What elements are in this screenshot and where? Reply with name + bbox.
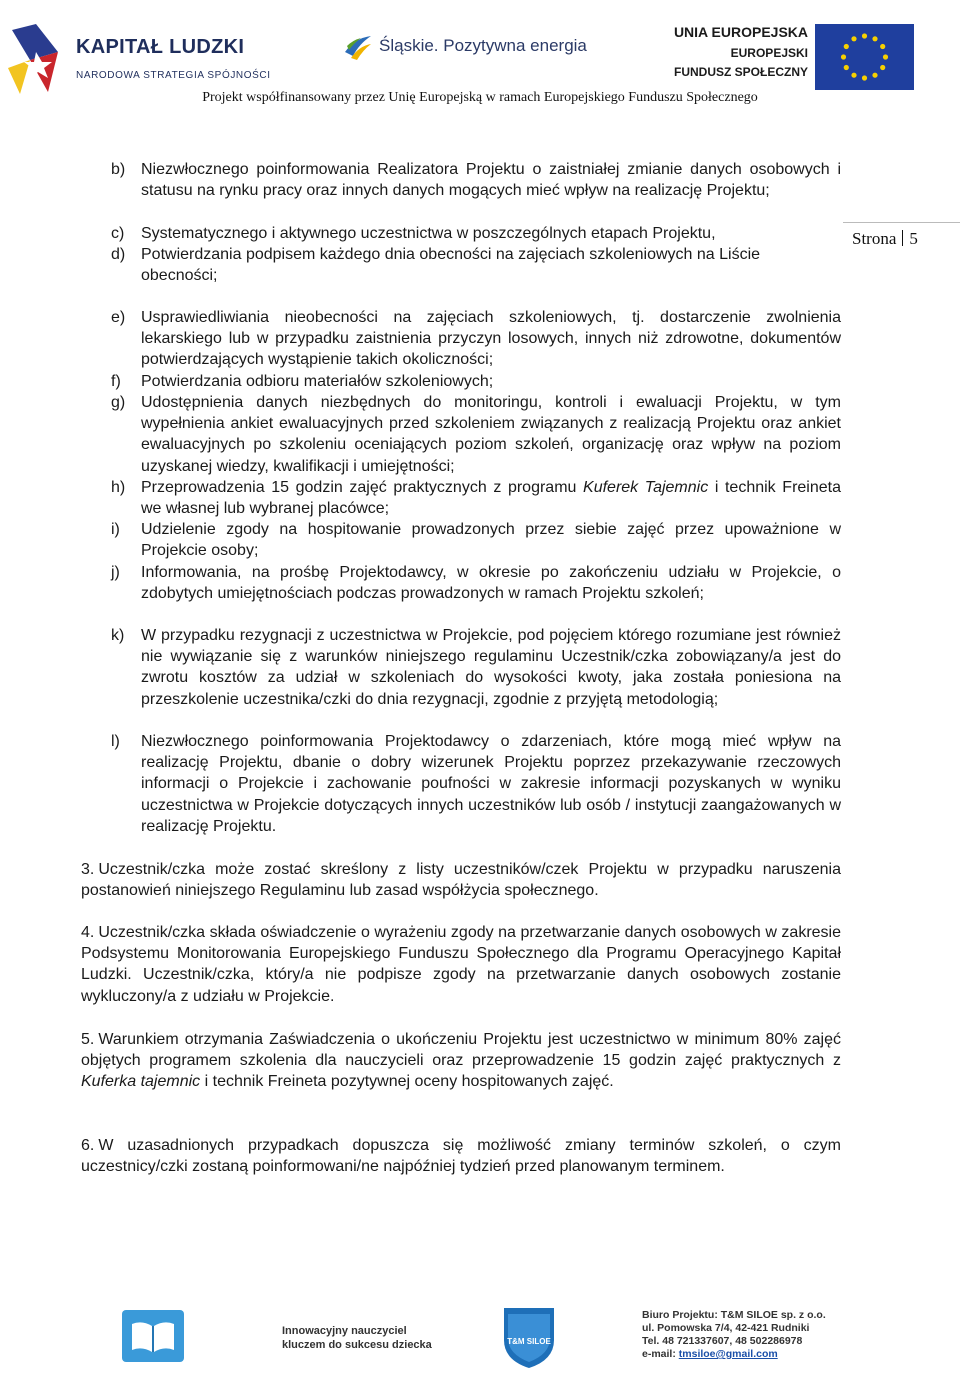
paragraph-4: [81, 922, 841, 1007]
list-item-text-part: Przeprowadzenia 15 godzin zajęć praktycznych z programu: [141, 479, 584, 496]
paragraph-5: [81, 1029, 841, 1093]
list-item-label: d): [111, 246, 126, 263]
tm-siloe-shield-icon: [500, 1304, 558, 1370]
page-number-label: Strona: [852, 229, 897, 248]
kapital-ludzki-star-icon: [6, 22, 64, 94]
slaskie-bird-icon: [343, 32, 373, 62]
tm-siloe-badge-text: T&M SILOE: [507, 1337, 551, 1346]
list-item-text: Potwierdzania podpisem każdego dnia obecności na zajęciach szkoleniowych na Liście obecności;: [141, 246, 761, 285]
office-line-3: Tel. 48 721337607, 48 502286978: [642, 1335, 803, 1347]
list-item-label: i): [111, 521, 120, 538]
paragraph-text: W uzasadnionych przypadkach dopuszcza się możliwość zmiany terminów szkoleń, o czym uczestnicy/czki zostaną poinformowani/ne najpóźniej tydzień przed planowanym terminem.: [81, 1137, 841, 1176]
office-email-link[interactable]: tmsiloe@gmail.com: [678, 1348, 778, 1360]
slaskie-text: Śląskie. Pozytywna energia: [379, 36, 587, 55]
paragraph-text: Warunkiem otrzymania Zaświadczenia o ukończeniu Projektu jest uczestnictwo w minimum 80% zajęć objętych programem szkolenia dla nauczycieli oraz przeprowadzenie 15 godzin zajęć praktycznych z: [81, 1031, 841, 1070]
list-item-label: h): [111, 479, 126, 496]
footer-office-address: [642, 1309, 826, 1361]
eu-fund-label-1: EUROPEJSKI: [730, 46, 808, 60]
list-item-text: Udzielenie zgody na hospitowanie prowadzonych przez siebie zajęć przez upoważnione w Projekcie osoby;: [141, 521, 841, 560]
list-item-label: f): [111, 373, 121, 390]
list-item-label: k): [111, 627, 125, 644]
eu-logo: [668, 24, 918, 90]
list-item-text: Udostępnienia danych niezbędnych do monitoringu, kontroli i ewaluacji Projektu, w tym wypełnienia ankiet ewaluacyjnych przed szkoleniem związanych z realizacją Projektu oraz ankiet ewaluacyjnych po szkoleniu oceniających poziom szkoleń, organizację oraz wpływ na poziom uzyskanej wiedzy, kwalifikacji i umiejętności;: [141, 394, 841, 475]
office-email-label: e-mail:: [642, 1348, 679, 1360]
eu-union-label: UNIA EUROPEJSKA: [673, 24, 808, 40]
paragraph-text: Uczestnik/czka może zostać skreślony z listy uczestników/czek Projektu w przypadku naruszenia postanowień niniejszego Regulaminu lub zasad współżycia społecznego.: [81, 861, 841, 900]
footer-slogan: [282, 1324, 432, 1352]
office-line-4: [642, 1348, 826, 1361]
paragraph-number: 6.: [81, 1137, 95, 1154]
office-line-1: Biuro Projektu: T&M SILOE sp. z o.o.: [642, 1309, 826, 1321]
eu-fund-label-2: FUNDUSZ SPOŁECZNY: [673, 65, 808, 79]
list-item-text: Niezwłocznego poinformowania Realizatora Projektu o zaistniałej zmianie danych osobowych i statusu na rynku pracy oraz innych danych mogących mieć wpływ na realizację Projektu;: [141, 161, 841, 200]
program-name-kuferka: Kuferka tajemnic: [81, 1073, 201, 1091]
eu-flag-icon: [815, 24, 914, 90]
page-number-separator: [902, 230, 903, 246]
paragraph-3: [81, 859, 841, 901]
paragraph-6: [81, 1135, 841, 1177]
list-item-text: Potwierdzania odbioru materiałów szkoleniowych;: [141, 373, 494, 390]
paragraph-text: i technik Freineta pozytywnej oceny hospitowanych zajęć.: [200, 1073, 614, 1091]
open-book-logo-icon: [118, 1306, 188, 1366]
list-item-label: l): [111, 733, 120, 750]
list-item-label: g): [111, 394, 126, 411]
paragraph-number: 3.: [81, 861, 95, 878]
paragraph-number: 5.: [81, 1031, 95, 1048]
office-line-2: ul. Pomowska 7/4, 42-421 Rudniki: [642, 1322, 810, 1334]
list-item-text: Usprawiedliwiania nieobecności na zajęciach szkoleniowych, tj. dostarczenie zwolnienia lekarskiego lub w przypadku zaistnienia przyczyn losowych, innych niż zdrowotne, dokumentów potwierdzających wystąpienie takich okoliczności;: [141, 309, 841, 369]
kapital-ludzki-subtitle: NARODOWA STRATEGIA SPÓJNOŚCI: [76, 70, 271, 81]
paragraph-number: 4.: [81, 924, 95, 941]
list-item-text-part: i technik Freineta we własnej lub wybranej placówce;: [141, 479, 841, 518]
program-name-kuferek: Kuferek Tajemnic: [583, 479, 709, 496]
list-item-label: j): [111, 564, 120, 581]
list-item-label: b): [111, 161, 126, 178]
footer-slogan-line-1: Innowacyjny nauczyciel: [282, 1325, 407, 1337]
list-item-text: Systematycznego i aktywnego uczestnictwa w poszczególnych etapach Projektu,: [141, 225, 716, 242]
footer-slogan-line-2: kluczem do sukcesu dziecka: [282, 1339, 432, 1351]
list-item-text: [141, 477, 841, 519]
funding-note: Projekt współfinansowany przez Unię Europejską w ramach Europejskiego Funduszu Społecznego: [202, 90, 758, 105]
page-number: [852, 229, 918, 249]
list-item-text: Informowania, na prośbę Projektodawcy, w okresie po zakończeniu udziału w Projekcie, o zdobytych umiejętnościach podczas prowadzonych w ramach Projektu szkoleń;: [141, 564, 841, 603]
list-item-text: W przypadku rezygnacji z uczestnictwa w Projekcie, pod pojęciem którego rozumiane jest również nie wywiązanie się z warunków niniejszego regulaminu Uczestnik/czka zobowiązany/a jest do zwrotu kosztów za udział w szkoleniach do wysokości kwoty, jaka została poniesiona na przeszkolenie uczestnika/czki do dnia rezygnacji, zgodnie z przyjętą metodologią;: [141, 627, 841, 708]
paragraph-text: Uczestnik/czka składa oświadczenie o wyrażeniu zgody na przetwarzanie danych osobowych w zakresie Podsystemu Monitorowania Europejskiego Funduszu Społecznego dla Programu Operacyjnego Kapitał Ludzki. Uczestnik/czka, który/a nie podpisze zgody na przetwarzanie danych osobowych zostanie wykluczony/a z udziału w Projekcie.: [81, 924, 841, 1005]
slaskie-logo: [343, 32, 623, 66]
page-marker-divider: [843, 222, 960, 223]
page-number-value: 5: [909, 229, 918, 248]
kapital-ludzki-title: KAPITAŁ LUDZKI: [76, 36, 245, 58]
list-item-label: c): [111, 225, 125, 242]
list-item-label: e): [111, 309, 126, 326]
list-item-text: Niezwłocznego poinformowania Projektodawcy o zdarzeniach, które mogą mieć wpływ na realizację Projektu, dbanie o dobry wizerunek Projektu poprzez przekazywanie rzeczowych informacji o Projekcie i zachowanie poufności w zakresie informacji pozyskanych w wyniku uczestnictwa w Projekcie dotyczących innych uczestników lub osób / instytucji zaangażowanych w realizację Projektu.: [141, 733, 841, 835]
